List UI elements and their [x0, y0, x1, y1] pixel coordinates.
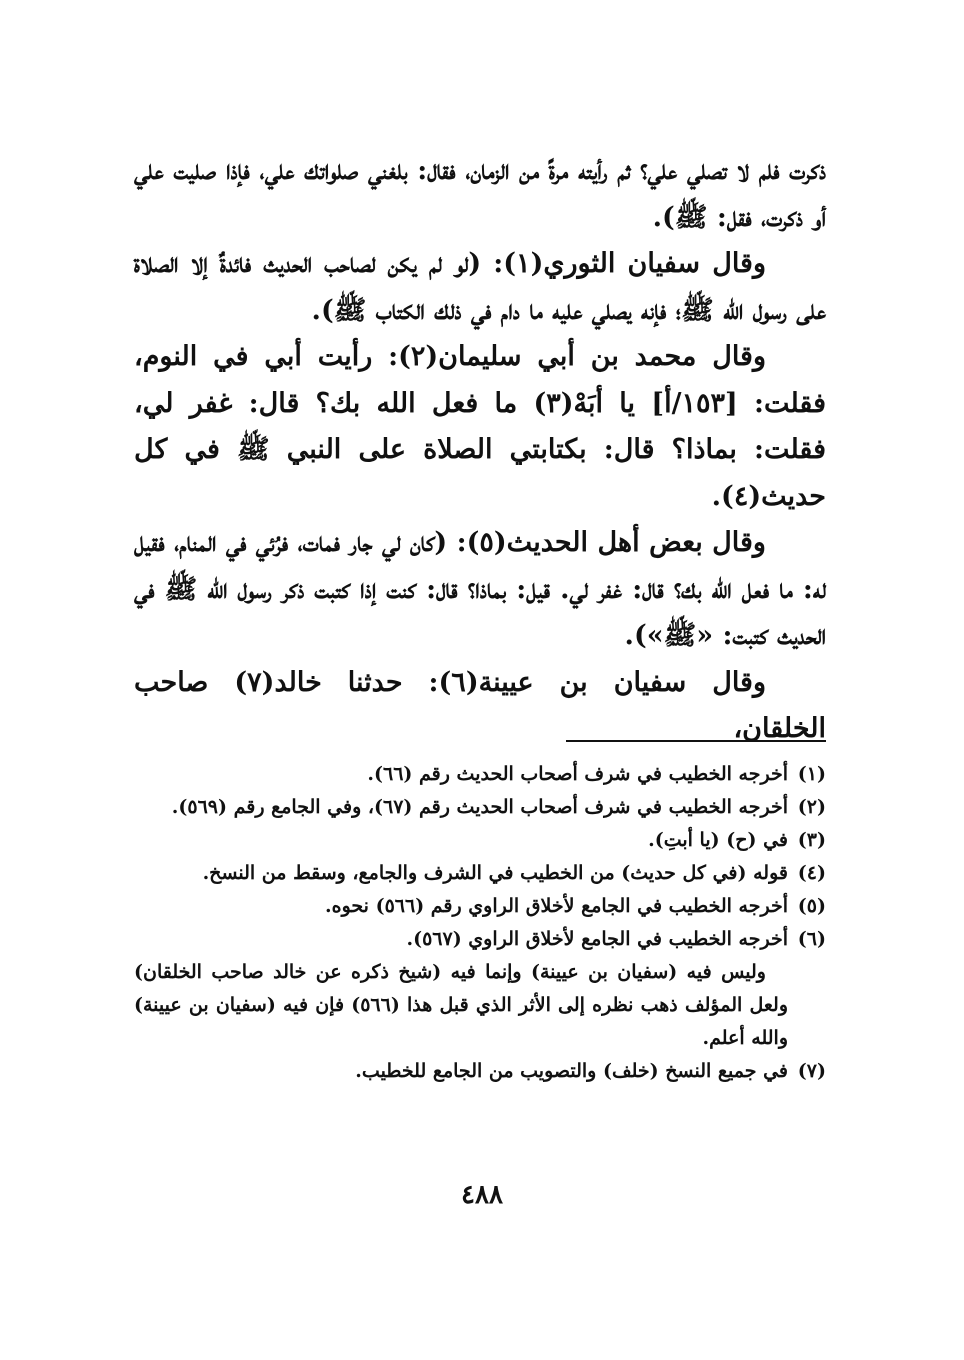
footnote-1 — [134, 758, 826, 791]
footnote-text: قوله (في كل حديث) من الخطيب في الشرف والجامع، وسقط من النسخ. — [202, 862, 788, 884]
footnote-divider — [566, 740, 826, 742]
footnote-text: أخرجه الخطيب في الجامع لأخلاق الراوي (٥٦٧). — [406, 928, 788, 950]
footnote-text: في جميع النسخ (خلف) والتصويب من الجامع للخطيب. — [355, 1060, 788, 1082]
footnote-number: (٣) — [797, 829, 826, 851]
footnote-text: أخرجه الخطيب في شرف أصحاب الحديث رقم (٦٧)، وفي الجامع رقم (٥٦٩). — [171, 796, 788, 818]
footnote-text: في (ح) (يا أبتِ). — [648, 829, 788, 851]
footnote-number: (٥) — [797, 895, 826, 917]
footnote-number: (٤) — [797, 862, 826, 884]
footnote-3 — [134, 824, 826, 857]
paragraph-3: وقال محمد بن أبي سليمان(٢): رأيت أبي في النوم، فقلت: [١٥٣/أ] يا أبَهْ(٣) ما فعل الله بك؟ قال: غفر لي، فقلت: بماذا؟ قال: بكتابتي الصلاة على النبي ﷺ في كل حديث(٤). — [134, 341, 826, 512]
paragraph-4: وقال بعض أهل الحديث(٥): (كان لي جار فمات، فرُئي في المنام، فقيل له: ما فعل الله بك؟ قال: غفر لي. قيل: بماذا؟ قال: كنت إذا كتبت ذكر رسول الله ﷺ في الحديث كتبت: «ﷺ»). — [134, 527, 826, 651]
footnote-2 — [134, 791, 826, 824]
footnote-6 — [134, 923, 826, 956]
footnote-5 — [134, 890, 826, 923]
footnote-text: أخرجه الخطيب في الجامع لأخلاق الراوي رقم (٥٦٦) نحوه. — [325, 895, 788, 917]
paragraph-2: وقال سفيان الثوري(١): (لو لم يكن لصاحب الحديث فائدةٌ إلا الصلاة على رسول الله ﷺ؛ فإنه يصلي عليه ما دام في ذلك الكتاب ﷺ). — [134, 248, 826, 326]
main-text-body — [134, 148, 826, 753]
paragraph-1: ذكرت فلم لا تصلي علي؟ ثم رأيته مرةً من الزمان، فقال: بلغني صلواتك علي، فإذا صليت علي أو ذكرت، فقل: ﷺ). — [134, 155, 826, 233]
footnote-6-continuation: وليس فيه (سفيان بن عيينة) وإنما فيه (شيخ ذكره عن خالد صاحب الخلقان) ولعل المؤلف ذهب نظره إلى الأثر الذي قبل هذا (٥٦٦) فإن فيه (سفيان بن عيينة) والله أعلم. — [134, 961, 788, 1049]
footnote-7 — [134, 1055, 826, 1088]
paragraph-5: وقال سفيان بن عيينة(٦): حدثنا خالد(٧) صاحب الخلقان، — [134, 666, 826, 744]
footnote-4 — [134, 857, 826, 890]
page-number: ٤٨٨ — [461, 1180, 503, 1210]
footnote-text: أخرجه الخطيب في شرف أصحاب الحديث رقم (٦٦). — [367, 763, 788, 785]
footnotes-section — [134, 758, 826, 1088]
footnote-number: (٢) — [797, 796, 826, 818]
footnote-number: (٧) — [797, 1060, 826, 1082]
footnote-number: (١) — [797, 763, 826, 785]
footnote-number: (٦) — [797, 928, 826, 950]
